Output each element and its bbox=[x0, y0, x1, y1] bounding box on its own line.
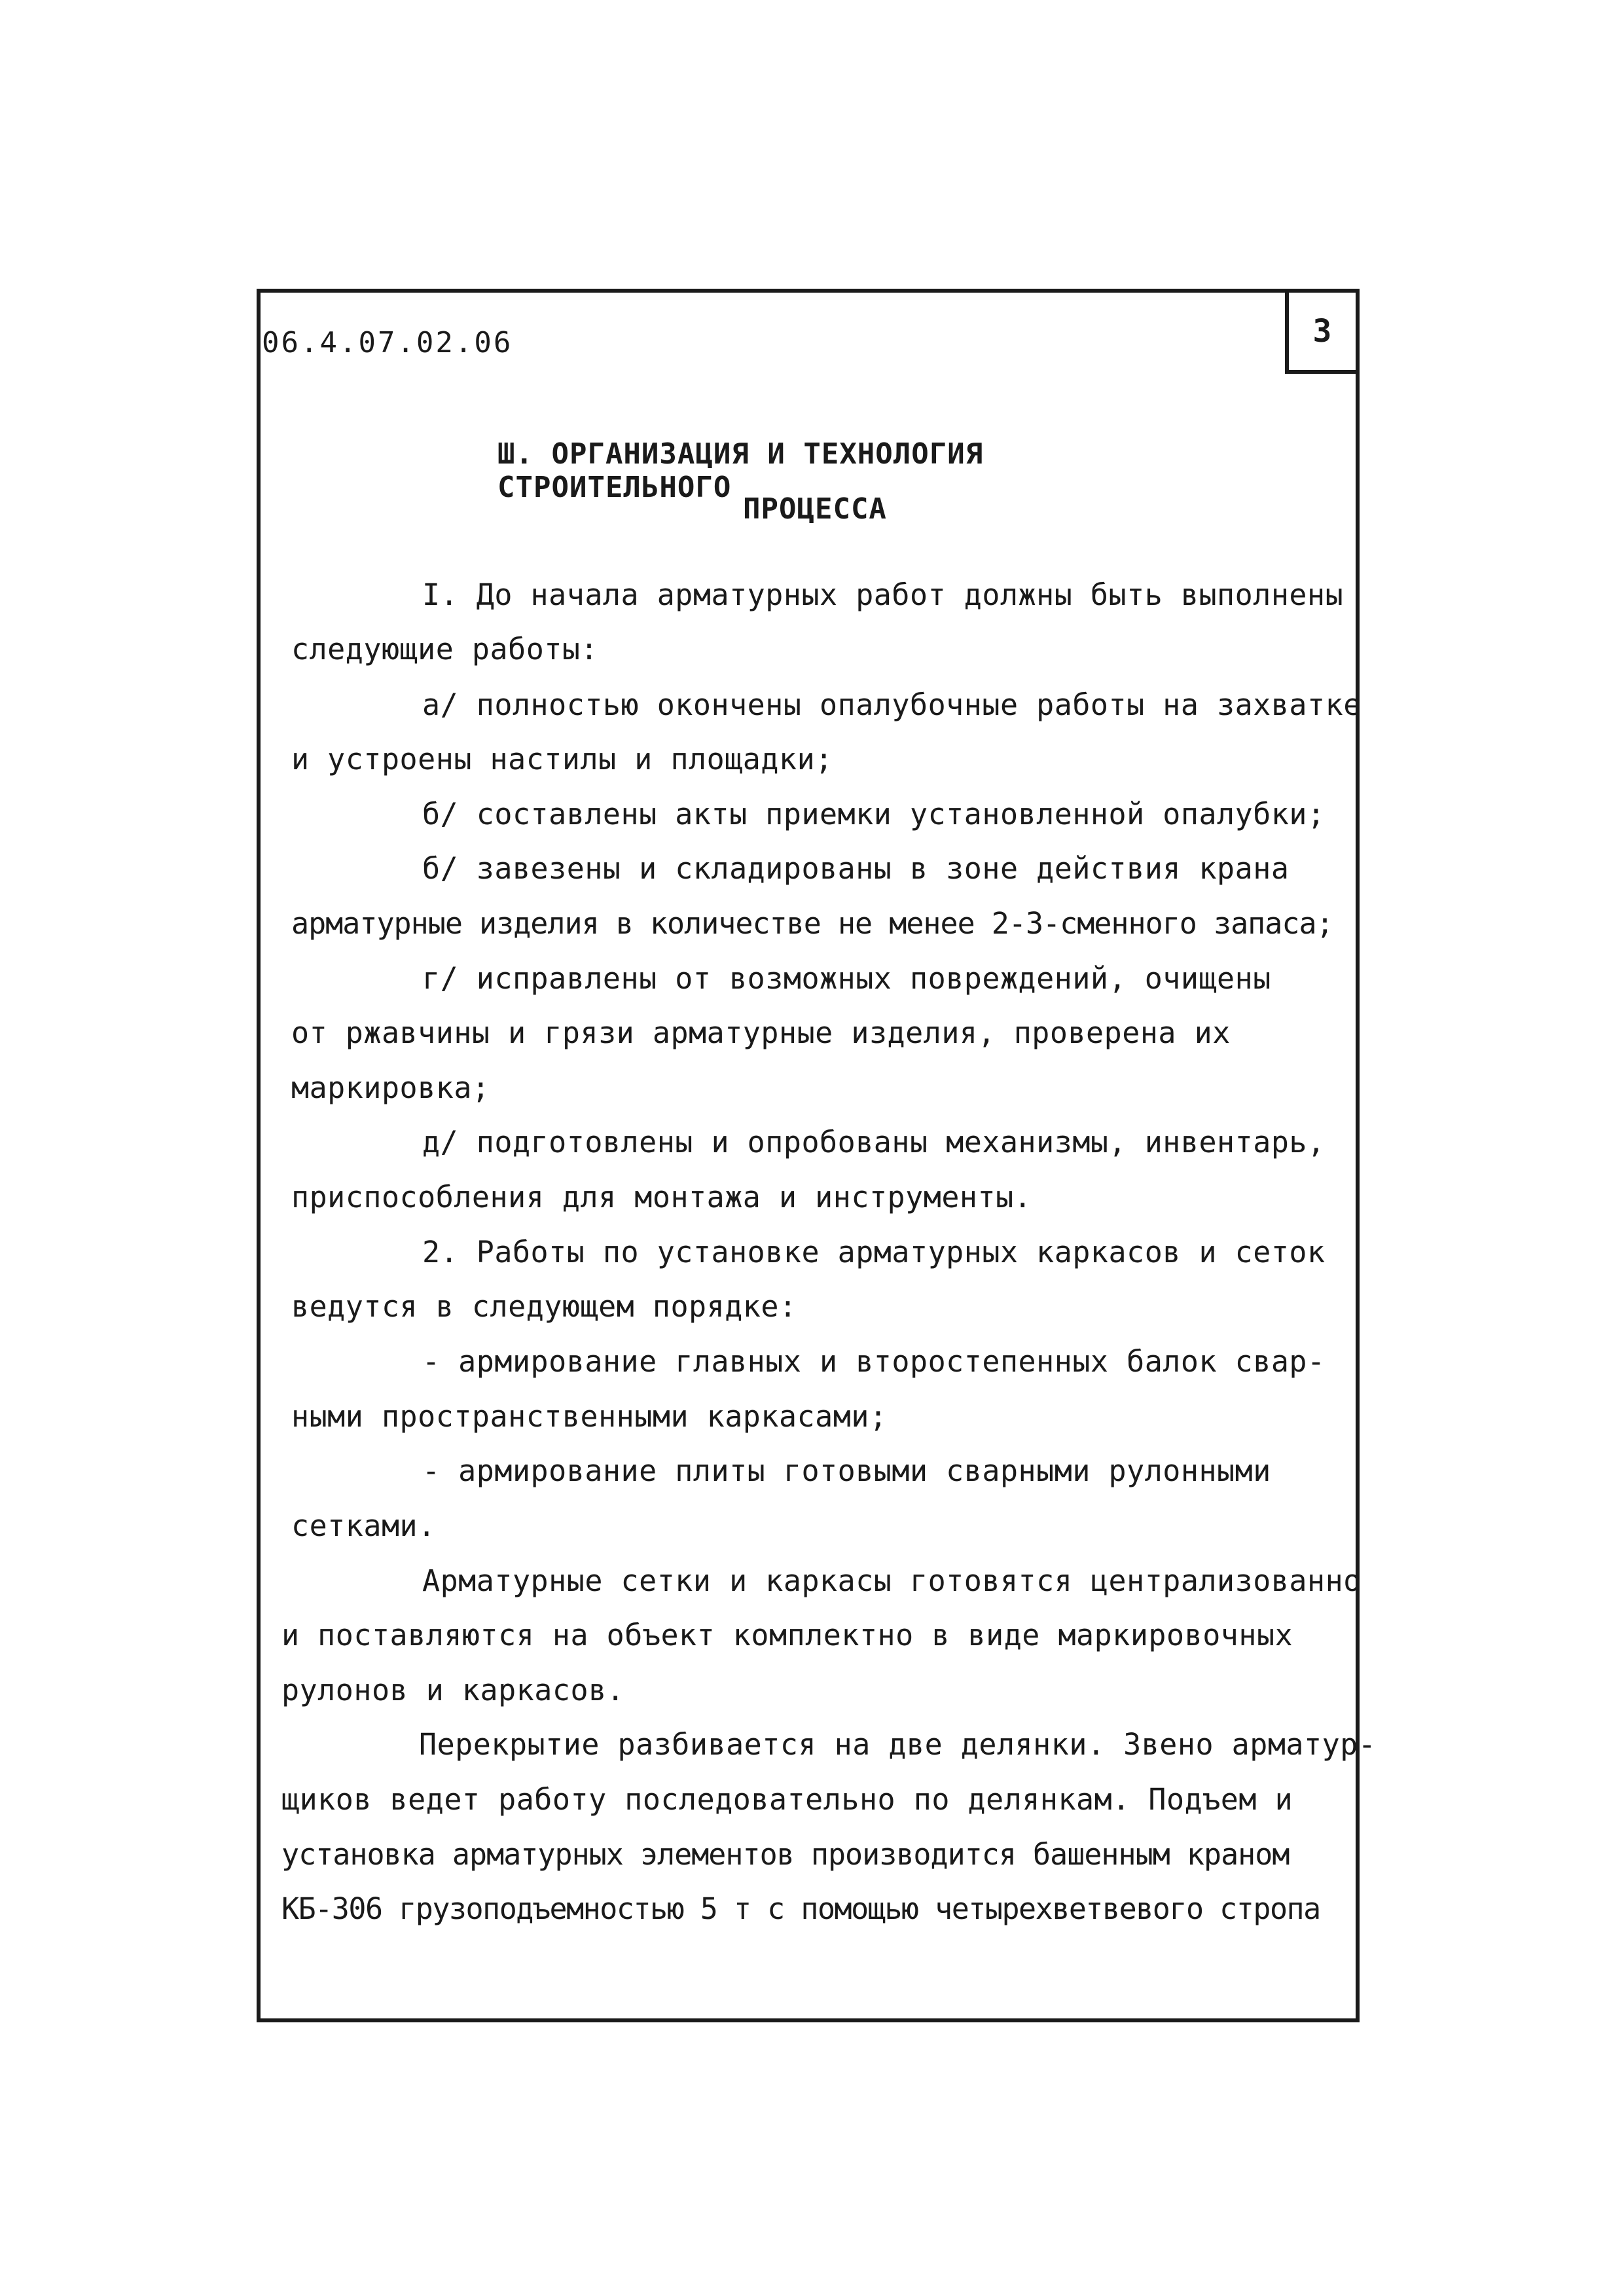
text-line: Арматурные сетки и каркасы готовятся централизованно bbox=[422, 1563, 1362, 1598]
text-line: д/ подготовлены и опробованы механизмы, инвентарь, bbox=[422, 1125, 1326, 1159]
text-line: б/ завезены и складированы в зоне действия крана bbox=[422, 851, 1290, 886]
text-line: и устроены настилы и площадки; bbox=[291, 742, 833, 776]
text-line: приспособления для монтажа и инструменты. bbox=[291, 1180, 1032, 1214]
text-line: щиков ведет работу последовательно по делянкам. Подъем и bbox=[281, 1782, 1293, 1817]
text-line: от ржавчины и грязи арматурные изделия, проверена их bbox=[291, 1015, 1231, 1050]
document-code: 06.4.07.02.06 bbox=[262, 326, 513, 359]
text-line: а/ полностью окончены опалубочные работы на захватке bbox=[422, 687, 1362, 722]
page-number: 3 bbox=[1285, 289, 1360, 374]
text-line: ведутся в следующем порядке: bbox=[291, 1289, 797, 1324]
text-line: следующие работы: bbox=[291, 632, 599, 666]
text-line: - армирование плиты готовыми сварными рулонными bbox=[422, 1453, 1271, 1488]
text-line: установка арматурных элементов производится башенным краном bbox=[281, 1837, 1290, 1872]
text-line: рулонов и каркасов. bbox=[281, 1673, 625, 1707]
text-line: г/ исправлены от возможных повреждений, очищены bbox=[422, 961, 1271, 996]
text-line: б/ составлены акты приемки установленной опалубки; bbox=[422, 797, 1326, 831]
text-line: Перекрытие разбивается на две делянки. Звено арматур- bbox=[419, 1727, 1377, 1762]
text-line: ными пространственными каркасами; bbox=[291, 1399, 888, 1434]
text-line: арматурные изделия в количестве не менее 2-3-сменного запаса; bbox=[291, 906, 1333, 941]
text-line: маркировка; bbox=[291, 1070, 490, 1105]
text-line: I. До начала арматурных работ должны быть выполнены bbox=[422, 577, 1344, 612]
text-line: КБ-306 грузоподъемностью 5 т с помощью четырехветвевого стропа bbox=[281, 1891, 1320, 1926]
text-line: и поставляются на объект комплектно в виде маркировочных bbox=[281, 1618, 1293, 1652]
text-line: 2. Работы по установке арматурных каркасов и сеток bbox=[422, 1235, 1326, 1269]
section-title-line-2: ПРОЦЕССА bbox=[743, 492, 887, 526]
section-title-line-1: Ш. ОРГАНИЗАЦИЯ И ТЕХНОЛОГИЯ СТРОИТЕЛЬНОГО bbox=[497, 437, 984, 504]
text-line: - армирование главных и второстепенных балок свар- bbox=[422, 1344, 1326, 1379]
text-line: сетками. bbox=[291, 1508, 436, 1543]
